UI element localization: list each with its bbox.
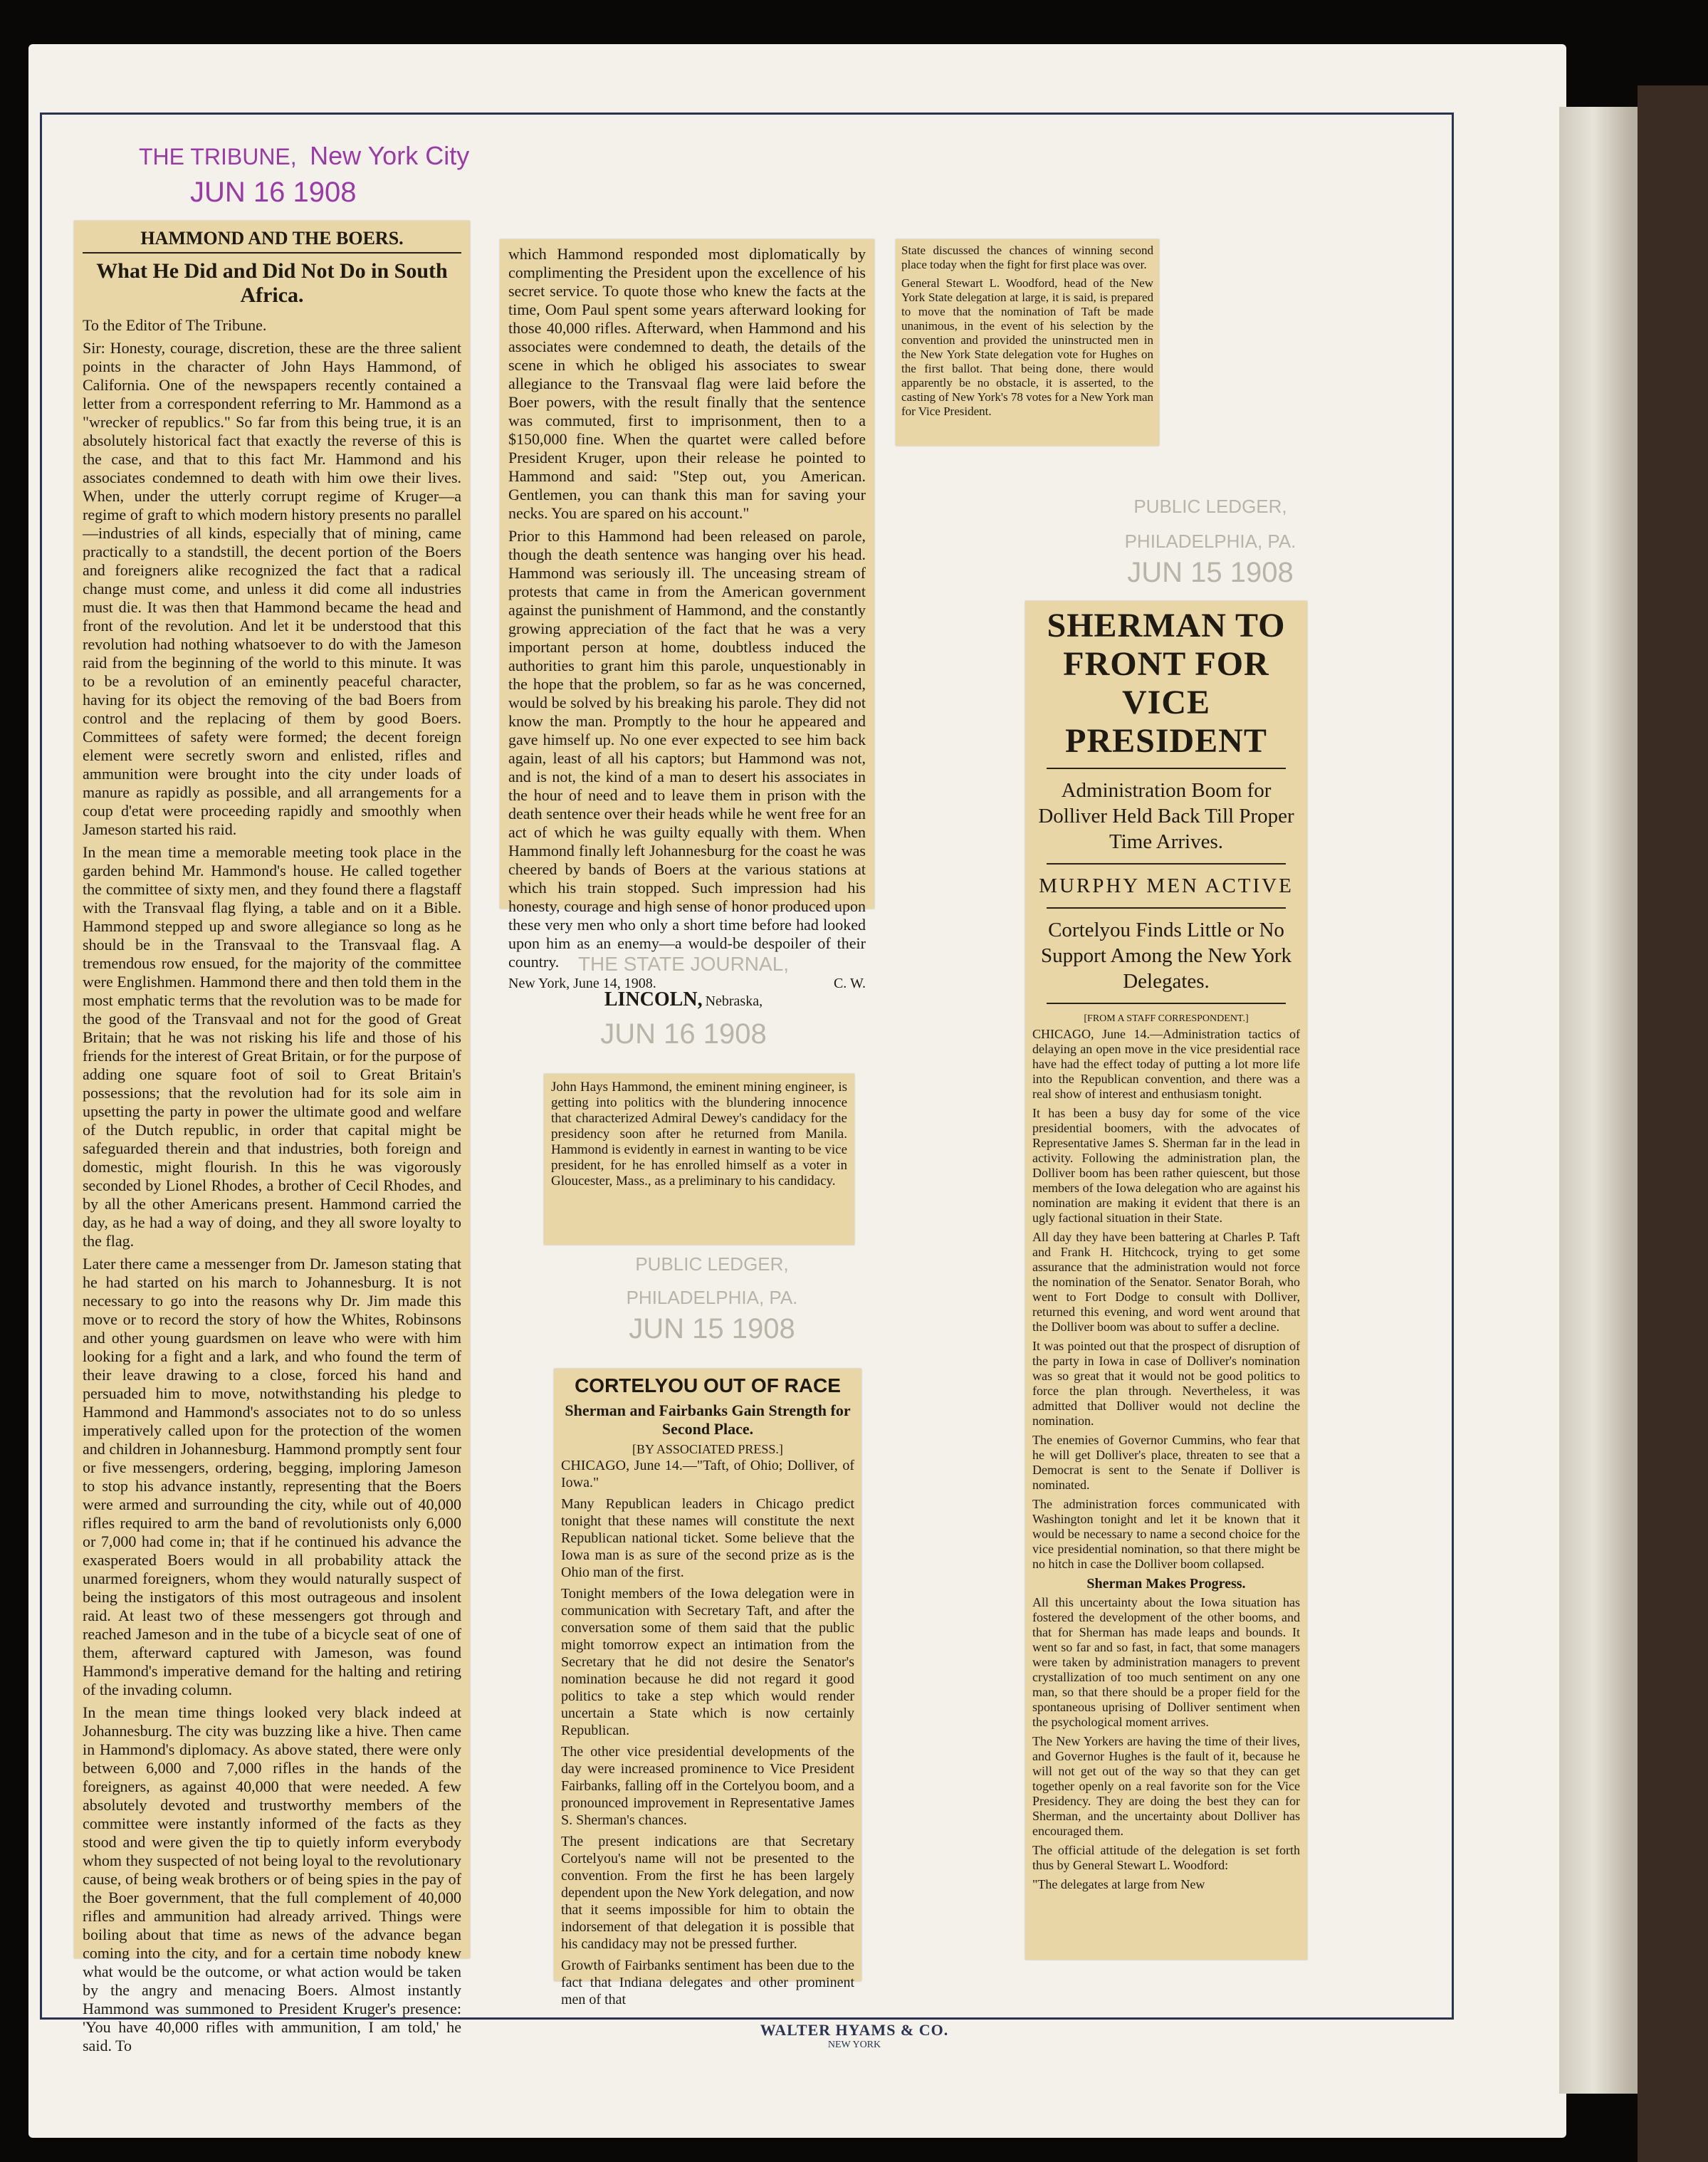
stamp-date: JUN 16 1908 (600, 1018, 767, 1050)
paragraph: All this uncertainty about the Iowa situation has fostered the development of the other booms, and that for Sherman has made leaps and bounds. It went so far and so fast, in fact, that some managers were taken by administration managers to prevent crystallization of too much sentiment on any one man, so that there should be a proper field for the spontaneous uprising of Dolliver sentiment when the psychological moment arrives. (1032, 1595, 1300, 1729)
divider (1047, 863, 1286, 865)
article-title: HAMMOND AND THE BOERS. (83, 228, 461, 254)
paragraph: In the mean time things looked very black indeed at Johannesburg. The city was buzzing like a hive. Then came in Hammond's diplomacy. As above stated, there were only between 6,000 and 7,000 rifles in the hands of the foreigners, as against 40,000 that were needed. A few absolutely devoted and trustworthy members of the committee were instantly informed of the facts as they stood and were given the tip to quietly inform everybody whom they suspected of not being loyal to the revolutionary cause, of being weak brothers or of being spies in the pay of the Boer government, that the full complement of 40,000 rifles and ammunition had already arrived. Things were boiling about that time as news of the advance began coming into the city, and for a certain time nobody knew what would be the outcome, or what action would be taken by the angry and menacing Boers. Almost instantly Hammond was summoned to President Kruger's presence: 'You have 40,000 rifles with ammunition, I am told,' he said. To (83, 1703, 461, 2054)
paragraph: Tonight members of the Iowa delegation were in communication with Secretary Taft, and after the conversation some of them said that the public might tomorrow expect an intimation from the Secretary that he did not desire the Senator's nomination because he did not regard it good politics to take a step which would render uncertain a State which is now certainly Republican. (561, 1586, 854, 1738)
stamp-city: PHILADELPHIA, PA. (1124, 531, 1296, 552)
paragraph: It has been a busy day for some of the vice presidential boomers, with the advocates of Representative James S. Sherman far in the lead in activity. Following the administration plan, the Dolliver boom has been rather quiescent, but those members of the Iowa delegation who are against his nomination are making it evident that there is an ugly factional situation in their State. (1032, 1106, 1300, 1225)
book-spine (1638, 85, 1708, 2162)
paragraph: The present indications are that Secretary Cortelyou's name will not be presented to the convention. From the first he has been largely dependent upon the New York delegation, and now that it seems impossible for him to obtain the indorsement of that delegation it is possible that his candidacy may not be pressed further. (561, 1834, 854, 1952)
stamp-name: PUBLIC LEDGER, (635, 1253, 789, 1275)
deck: Cortelyou Finds Little or No Support Among the New York Delegates. (1040, 919, 1292, 993)
paragraph: Growth of Fairbanks sentiment has been due to the fact that Indiana delegates and other prominent men of that (561, 1958, 854, 2007)
publisher-imprint (676, 2021, 1032, 2051)
tribune-stamp (139, 141, 469, 209)
subhead: Sherman Makes Progress. (1086, 1576, 1246, 1592)
paragraph: All day they have been battering at Charles P. Taft and Frank H. Hitchcock, trying to get some assurance that the administration would not force the nomination of the Senator. Senator Borah, who went to Fort Dodge to consult with Dolliver, returned this evening, and word went around that the Dolliver boom was about to suffer a decline. (1032, 1230, 1300, 1334)
publisher-name: WALTER HYAMS & CO. (760, 2021, 949, 2039)
stamp-city: New York City (310, 141, 470, 170)
headline: SHERMAN TO FRONT FOR VICE PRESIDENT (1047, 607, 1286, 760)
credit-line: [BY ASSOCIATED PRESS.] (632, 1442, 783, 1456)
divider (1047, 768, 1286, 769)
stamp-location (570, 988, 797, 1011)
paragraph: The enemies of Governor Cummins, who fear that he will get Dolliver's place, threaten to see that a Democrat is sent to the Senate if Dolliver is nominated. (1032, 1433, 1300, 1492)
paragraph: Prior to this Hammond had been released on parole, though the death sentence was hanging over his head. Hammond was seriously ill. The unceasing stream of protests that came in from the American government against the punishment of Hammond, and the constantly growing appreciation of the fact that he was a very important person at home, doubtless induced the authorities to grant him this parole, unquestionably in the hope that the problem, so far as he was concerned, would be solved by his breaking his parole. They did not know the man. Promptly to the hour he appeared and gave himself up. No one ever expected to see him back again, least of all his captors; but Hammond was not, and is not, the kind of a man to desert his associates in the hour of need and to leave them in prison with the death sentence over their heads while he went free for an act of which he was guilty equally with them. When Hammond finally left Johannesburg for the coast he was cheered by bands of Boers at the various stations at which his train stopped. Such impression had his honesty, courage and high sense of honor produced upon these very men who only a short time before had looked upon him as an enemy—a would-be despoiler of their country. (508, 527, 866, 971)
credit-line: [FROM A STAFF CORRESPONDENT.] (1084, 1013, 1249, 1024)
paragraph: John Hays Hammond, the eminent mining engineer, is getting into politics with the blundering innocence that characterized Admiral Dewey's candidacy for the presidency soon after he returned from Manila. Hammond is evidently in earnest in wanting to be vice president, for he has enrolled himself as a voter in Gloucester, Mass., as a preliminary to his candidacy. (551, 1080, 847, 1189)
deck-heading: MURPHY MEN ACTIVE (1039, 874, 1294, 897)
publisher-city: NEW YORK (827, 2040, 881, 2050)
stamp-state: Nebraska, (705, 993, 763, 1009)
clipping-hammond-politics (544, 1074, 854, 1245)
paragraph: General Stewart L. Woodford, head of the New York State delegation at large, it is said, is prepared to move that the nomination of Taft be made unanimous, in the event of his selection by the convention and provided the uninstructed men in the New York State delegation vote for Hughes on the first ballot. That being done, there would apparently be no obstacle, it is asserted, to the casting of New York's 78 votes for a New York man for Vice President. (901, 276, 1153, 418)
divider (1047, 1003, 1286, 1004)
paragraph: Many Republican leaders in Chicago predict tonight that these names will constitute the next Republican national ticket. Some believe that the Iowa man is as sure of the second prize as is the Ohio man of the first. (561, 1496, 854, 1580)
paragraph: CHICAGO, June 14.—Administration tactics of delaying an open move in the vice presidential race have had the effect today of putting a lot more life into the Republican convention, and there was a real show of interest and enthusiasm tonight. (1032, 1027, 1300, 1101)
article-subtitle: What He Did and Did Not Do in South Africa. (96, 259, 448, 307)
paragraph: State discussed the chances of winning second place today when the fight for first place was over. (901, 244, 1153, 271)
clipping-cortelyou-continued (896, 239, 1159, 446)
deck: Administration Boom for Dolliver Held Back Till Proper Time Arrives. (1038, 779, 1294, 853)
paragraph: Later there came a messenger from Dr. Jameson stating that he had started on his march to Johannesburg. It is not necessary to go into the reasons why Dr. Jim made this move or to record the story of how the Whites, Robinsons and other young guardsmen on leave who were with him looking for a fight and a lark, and who found the term of their leave drawing to a close, forced his hand and persuaded him to move, notwithstanding his pledge to Hammond and Hammond's associates not to do so unless imperatively called upon for the protection of the women and children in Johannesburg. Hammond promptly sent four or five messengers, ordering, begging, imploring Jameson to stop his advance instantly, representing that the Boers were armed and surrounding the city, while out of 40,000 rifles required to arm the band of revolutionists only 6,000 or 7,000 had come in; that if he continued his advance the exasperated Boers would in all probability attack the unarmed foreigners, whom they would naturally suspect of being the instigators of this most outrageous and insolent raid. At least two of these messengers got through and reached Jameson and in the tube of a bicycle seat of one of them, afterward captured with Jameson, was found Hammond's imperative demand for the halting and retiring of the invading column. (83, 1255, 461, 1698)
article-subtitle: Sherman and Fairbanks Gain Strength for Second Place. (565, 1401, 851, 1438)
stamp-date: JUN 15 1908 (1127, 557, 1294, 588)
salutation: To the Editor of The Tribune. (83, 316, 267, 334)
stamp-city: PHILADELPHIA, PA. (626, 1287, 798, 1308)
stamp-date: JUN 15 1908 (629, 1313, 795, 1344)
clipping-hammond-boers (74, 221, 470, 2054)
clipping-cortelyou (554, 1369, 861, 2007)
paragraph: Sir: Honesty, courage, discretion, these are the three salient points in the character of John Hays Hammond, of California. One of the newspapers recently contained a letter from a correspondent referring to Mr. Hammond as a "wrecker of republics." So far from this being true, it is an absolutely historical fact that exactly the reverse of this is the case, and that to this fact Mr. Hammond and his associates condemned to death with him owe their lives. When, under the utterly corrupt regime of Kruger—a regime of graft to which modern history presents no parallel—industries of all kinds, especially that of mining, came practically to a standstill, the decent portion of the Boers and foreigners alike recognized the fact that a radical change must come, and unless it did come all industries must die. It was then that Hammond became the head and front of the revolution. And let it be understood that this revolution had nothing whatsoever to do with the Jameson raid from the beginning of the world to this minute. It was to be a revolution of an eminently peaceful character, having for its object the removing of the bad Boers from control and the replacing of them by good Boers. Committees of safety were formed; the decent foreign element were secretly sworn and enlisted, rifles and ammunition were brought into the city under loads of manure as rapidly as possible, and all arrangements for a coup d'etat were proceeding rapidly and smoothly when Jameson started his raid. (83, 339, 461, 838)
paragraph: "The delegates at large from New (1032, 1877, 1205, 1891)
stamp-name: THE STATE JOURNAL, (577, 953, 790, 975)
paragraph: The administration forces communicated with Washington tonight and let it be known that it would be necessary to name a second choice for the vice presidential nomination, so that there might be no hitch in case the Dolliver boom collapsed. (1032, 1497, 1300, 1571)
stamp-date: JUN 16 1908 (190, 177, 357, 208)
signature: C. W. (833, 976, 866, 991)
paragraph: In the mean time a memorable meeting took place in the garden behind Mr. Hammond's house. He called together the committee of sixty men, and they found there a flagstaff with the Transvaal flag flying, a table and on it a Bible. Hammond stepped up and swore allegiance so long as he should be in the Transvaal to the Transvaal flag. A tremendous row ensued, for the majority of the committee were Englishmen. Hammond there and then told them in the most emphatic terms that the revolution was to be made for the good of the Transvaal and not for the good of Great Britain; that he was not risking his life and those of his friends for the interest of Great Britain, or for the purpose of adding one square foot of soil to Great Britain's possessions; that the revolution had for its sole aim in upsetting the party in power the ultimate good and welfare of the Dutch republic, in order that capital might be safeguarded therein and that industries, both foreign and domestic, might flourish. In this he was vigorously seconded by Lionel Rhodes, a brother of Cecil Rhodes, and by all the other Americans present. Hammond carried the day, as he had a way of doing, and they all swore loyalty to the flag. (83, 843, 461, 1250)
ledger-stamp-lower (619, 1253, 805, 1345)
paragraph: CHICAGO, June 14.—"Taft, of Ohio; Dolliver, of Iowa." (561, 1458, 854, 1490)
article-title: CORTELYOU OUT OF RACE (575, 1374, 841, 1396)
divider (1047, 907, 1286, 909)
paragraph: The New Yorkers are having the time of their lives, and Governor Hughes is the fault of it, because he will not get out of the way so that they can get together openly on a real favorite son for the Vice Presidency. They are doing the best they can for Sherman, and the uncertainty about Dolliver has encouraged them. (1032, 1734, 1300, 1838)
stamp-name: THE TRIBUNE, (139, 144, 297, 169)
paragraph: It was pointed out that the prospect of disruption of the party in Iowa in case of Dolliver's nomination was so great that it would not be good politics to force the plan through. Nevertheless, it was admitted that Dolliver would not decline the nomination. (1032, 1339, 1300, 1428)
clipping-sherman (1025, 601, 1307, 1960)
ledger-stamp-upper (1111, 496, 1310, 589)
stamp-city: LINCOLN, (604, 988, 703, 1010)
stamp-name: PUBLIC LEDGER, (1133, 496, 1287, 517)
paragraph: which Hammond responded most diplomatically by complimenting the President upon the excellence of his secret service. To quote those who knew the facts at the time, Oom Paul spent some years afterward looking for those 40,000 rifles. Afterward, when Hammond and his associates were condemned to death, the details of the scene in which he obliged his associates to swear allegiance to the Transvaal flag were laid before the Boer powers, with the result finally that the sentence was commuted, first to imprisonment, then to a $150,000 fine. When the quartet were called before President Kruger, upon their release he pointed to Hammond and said: "Step out, you American. Gentlemen, you can thank this man for saving your necks. You are spared on his account." (508, 245, 866, 522)
paragraph: The other vice presidential developments of the day were increased prominence to Vice President Fairbanks, falling off in the Cortelyou boom, and a pronounced improvement in Representative James S. Sherman's chances. (561, 1744, 854, 1828)
dateline: New York, June 14, 1908. (508, 976, 656, 991)
state-journal-stamp (570, 953, 797, 1050)
paragraph: The official attitude of the delegation is set forth thus by General Stewart L. Woodford: (1032, 1843, 1300, 1872)
